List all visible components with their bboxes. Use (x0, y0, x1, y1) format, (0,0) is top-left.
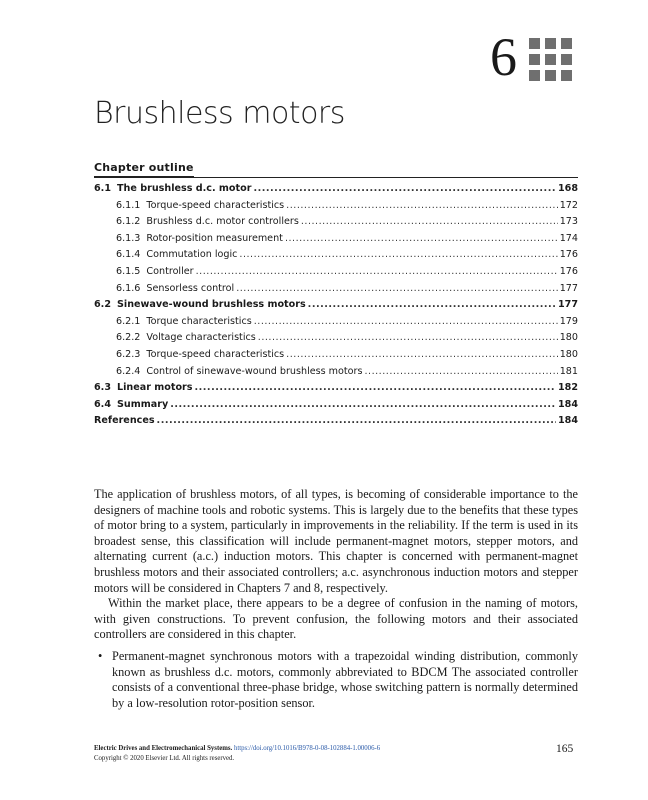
toc-entry-page: 184 (557, 398, 578, 410)
toc-entry-title: Commutation logic (146, 249, 238, 261)
toc-entry-number: 6.2.1 (116, 315, 141, 327)
paragraph: The application of brushless motors, of all types, is becoming of considerable importance to the designers of machine tools and robotic systems. This is largely due to the benefits that these types of motor bring to a system, particularly in improvements in the reliability. If the term is used in its broadest sense, this classification will include permanent-magnet motors, stepper motors, and alternating current (a.c.) induction motors. This chapter is concerned with permanent-magnet brushless motors and their associated controllers; a.c. asynchronous induction motors and stepper motors will be considered in Chapters 7 and 8, respectively. (94, 487, 578, 595)
toc-entry-page: 181 (559, 365, 578, 377)
toc-entry-number: 6.1.4 (116, 249, 141, 261)
toc-entry[interactable] (94, 247, 578, 264)
toc-entry-page: 168 (557, 183, 578, 194)
chapter-number: 6 (490, 27, 517, 87)
toc-entry-page: 176 (559, 265, 578, 277)
toc-entry-title: Voltage characteristics (146, 332, 256, 344)
toc-entry[interactable] (94, 397, 578, 414)
page-number: 165 (556, 743, 574, 755)
toc-leader-dots (258, 330, 558, 347)
toc-entry[interactable] (94, 231, 578, 248)
toc-entry-title: Brushless d.c. motor controllers (146, 216, 299, 228)
body-text (94, 487, 578, 711)
toc-entry-title: The brushless d.c. motor (117, 183, 252, 194)
toc-entry-number: 6.4 (94, 398, 111, 410)
grid-square (545, 70, 556, 81)
toc-entry[interactable] (94, 297, 578, 314)
toc-leader-dots (286, 347, 558, 364)
copyright: Copyright © 2020 Elsevier Ltd. All rights reserved. (94, 755, 235, 762)
toc-entry-number: 6.1.3 (116, 232, 141, 244)
toc-entry-number: 6.1.2 (116, 216, 141, 228)
toc-entry-title: Sensorless control (146, 282, 235, 294)
toc-entry-number: 6.3 (94, 382, 111, 394)
toc-entry[interactable] (94, 281, 578, 298)
toc-entry-title: References (94, 415, 155, 427)
toc-entry-page: 177 (559, 282, 578, 294)
footer-citation (94, 744, 380, 764)
toc-entry-title: Torque-speed characteristics (146, 199, 285, 211)
journal-name: Electric Drives and Electromechanical Systems. (94, 745, 233, 752)
table-of-contents (94, 181, 578, 430)
toc-entry-title: Sinewave-wound brushless motors (117, 299, 306, 311)
grid-square (529, 38, 540, 49)
toc-entry-title: Controller (146, 265, 194, 277)
toc-leader-dots (253, 181, 556, 198)
toc-entry-title: Torque characteristics (146, 315, 252, 327)
grid-square (545, 54, 556, 65)
toc-entry-page: 180 (559, 348, 578, 360)
toc-leader-dots (239, 247, 557, 264)
toc-entry[interactable] (94, 347, 578, 364)
toc-leader-dots (286, 198, 558, 215)
doi-link[interactable]: https://doi.org/10.1016/B978-0-08-102884-1.00006-6 (233, 745, 381, 752)
toc-entry[interactable] (94, 413, 578, 430)
toc-entry[interactable] (94, 181, 578, 198)
bullet-list (94, 649, 578, 711)
toc-entry-number: 6.2.3 (116, 348, 141, 360)
toc-leader-dots (364, 364, 557, 381)
toc-leader-dots (157, 413, 556, 430)
chapter-grid-ornament (529, 38, 572, 81)
toc-leader-dots (254, 314, 558, 331)
grid-square (561, 70, 572, 81)
toc-entry[interactable] (94, 364, 578, 381)
grid-square (545, 38, 556, 49)
toc-leader-dots (170, 397, 556, 414)
toc-entry-page: 173 (559, 216, 578, 228)
toc-leader-dots (308, 297, 556, 314)
toc-entry-number: 6.1.1 (116, 199, 141, 211)
paragraph: Within the market place, there appears to be a degree of confusion in the naming of motors, with given constructions. To prevent confusion, the following motors and their associated controllers are considered in this chapter. (94, 596, 578, 642)
toc-entry-page: 174 (559, 232, 578, 244)
toc-entry[interactable] (94, 264, 578, 281)
bullet-item: • Permanent-magnet synchronous motors with a trapezoidal winding distribution, commonly known as brushless d.c. motors, commonly abbreviated to BDCM The associated controller consists of a conventional three-phase bridge, whose switching pattern is normally determined by a low-resolution rotor-position sensor. (112, 649, 578, 711)
toc-entry-title: Torque-speed characteristics (146, 348, 285, 360)
outline-divider (94, 177, 578, 178)
toc-entry-page: 176 (559, 249, 578, 261)
toc-entry-title: Linear motors (117, 382, 193, 394)
toc-entry-title: Control of sinewave-wound brushless motors (146, 365, 363, 377)
toc-entry-number: 6.2.2 (116, 332, 141, 344)
toc-entry[interactable] (94, 198, 578, 215)
toc-entry-page: 184 (557, 415, 578, 427)
toc-entry-page: 179 (559, 315, 578, 327)
toc-entry-page: 172 (559, 199, 578, 211)
toc-entry-page: 180 (559, 332, 578, 344)
toc-entry-page: 182 (557, 382, 578, 394)
toc-entry-title: Summary (117, 398, 169, 410)
grid-square (529, 54, 540, 65)
grid-square (529, 70, 540, 81)
toc-entry-page: 177 (557, 299, 578, 311)
toc-entry-number: 6.1.5 (116, 265, 141, 277)
toc-leader-dots (196, 264, 558, 281)
toc-leader-dots (301, 214, 558, 231)
grid-square (561, 38, 572, 49)
outline-heading: Chapter outline (94, 161, 194, 177)
toc-entry-number: 6.2 (94, 299, 111, 311)
toc-entry-number: 6.1 (94, 183, 111, 194)
toc-entry[interactable] (94, 314, 578, 331)
toc-leader-dots (236, 281, 558, 298)
toc-entry-number: 6.2.4 (116, 365, 141, 377)
toc-entry[interactable] (94, 380, 578, 397)
grid-square (561, 54, 572, 65)
toc-leader-dots (195, 380, 556, 397)
toc-leader-dots (285, 231, 558, 248)
chapter-title: Brushless motors (94, 96, 345, 131)
toc-entry-title: Rotor-position measurement (146, 232, 283, 244)
toc-entry-number: 6.1.6 (116, 282, 141, 294)
toc-entry[interactable] (94, 330, 578, 347)
toc-entry[interactable] (94, 214, 578, 231)
